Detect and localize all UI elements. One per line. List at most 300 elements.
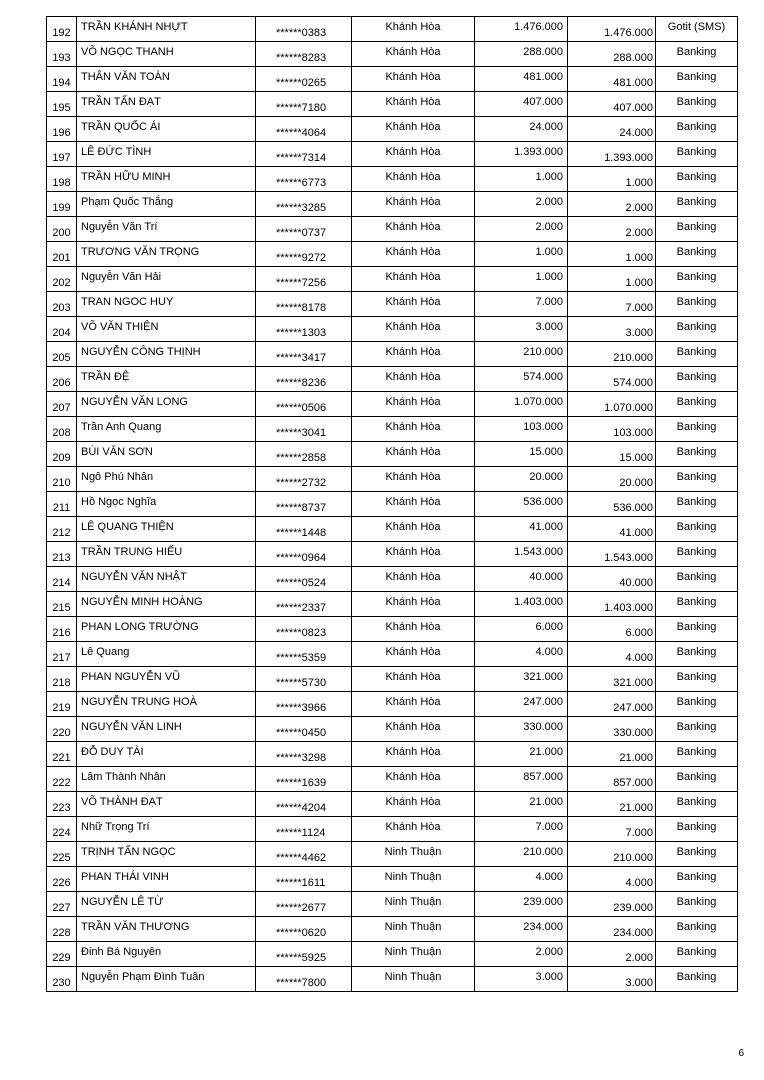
account-number-cell: ******0450 [256, 717, 352, 742]
account-number-cell: ******7800 [256, 967, 352, 992]
amount-cell: 21.000 [475, 792, 568, 817]
donor-name-cell: NGUYỄN VĂN LONG [77, 392, 256, 417]
payment-method-cell: Banking [656, 842, 738, 867]
donor-name-cell: Nguyễn Văn Hải [77, 267, 256, 292]
row-number-cell: 221 [47, 742, 77, 767]
amount-cell: 1.543.000 [475, 542, 568, 567]
page-number: 6 [738, 1048, 744, 1059]
table-row [47, 342, 738, 367]
donor-name-cell: TRỊNH TẤN NGỌC [77, 842, 256, 867]
amount-cell: 20.000 [475, 467, 568, 492]
account-number-cell: ******1611 [256, 867, 352, 892]
amount-cell: 21.000 [475, 742, 568, 767]
row-number-cell: 224 [47, 817, 77, 842]
account-number-cell: ******8737 [256, 492, 352, 517]
province-cell: Khánh Hòa [352, 167, 475, 192]
received-amount-cell: 1.000 [568, 267, 656, 292]
payment-method-cell: Banking [656, 667, 738, 692]
payment-method-cell: Banking [656, 917, 738, 942]
amount-cell: 40.000 [475, 567, 568, 592]
account-number-cell: ******7314 [256, 142, 352, 167]
account-number-cell: ******3417 [256, 342, 352, 367]
received-amount-cell: 330.000 [568, 717, 656, 742]
row-number-cell: 228 [47, 917, 77, 942]
donor-table-body [47, 17, 738, 992]
donor-name-cell: Lê Quang [77, 642, 256, 667]
row-number-cell: 215 [47, 592, 77, 617]
donor-table [46, 16, 738, 992]
account-number-cell: ******4204 [256, 792, 352, 817]
province-cell: Khánh Hòa [352, 367, 475, 392]
province-cell: Khánh Hòa [352, 192, 475, 217]
donor-name-cell: PHAN THÁI VINH [77, 867, 256, 892]
donor-name-cell: NGUYỄN VĂN NHẬT [77, 567, 256, 592]
row-number-cell: 193 [47, 42, 77, 67]
province-cell: Khánh Hòa [352, 67, 475, 92]
amount-cell: 7.000 [475, 817, 568, 842]
donor-name-cell: TRẦN TRUNG HIẾU [77, 542, 256, 567]
payment-method-cell: Banking [656, 492, 738, 517]
table-row [47, 717, 738, 742]
amount-cell: 15.000 [475, 442, 568, 467]
row-number-cell: 195 [47, 92, 77, 117]
row-number-cell: 230 [47, 967, 77, 992]
payment-method-cell: Banking [656, 517, 738, 542]
row-number-cell: 210 [47, 467, 77, 492]
row-number-cell: 202 [47, 267, 77, 292]
received-amount-cell: 857.000 [568, 767, 656, 792]
payment-method-cell: Banking [656, 167, 738, 192]
row-number-cell: 192 [47, 17, 77, 42]
received-amount-cell: 247.000 [568, 692, 656, 717]
table-row [47, 42, 738, 67]
row-number-cell: 203 [47, 292, 77, 317]
payment-method-cell: Banking [656, 767, 738, 792]
table-row [47, 117, 738, 142]
donor-name-cell: NGUYỄN VĂN LINH [77, 717, 256, 742]
amount-cell: 407.000 [475, 92, 568, 117]
account-number-cell: ******8178 [256, 292, 352, 317]
table-row [47, 567, 738, 592]
payment-method-cell: Banking [656, 617, 738, 642]
province-cell: Ninh Thuận [352, 967, 475, 992]
payment-method-cell: Banking [656, 542, 738, 567]
table-row [47, 892, 738, 917]
row-number-cell: 206 [47, 367, 77, 392]
received-amount-cell: 2.000 [568, 192, 656, 217]
account-number-cell: ******7256 [256, 267, 352, 292]
table-row [47, 917, 738, 942]
received-amount-cell: 210.000 [568, 842, 656, 867]
account-number-cell: ******0506 [256, 392, 352, 417]
row-number-cell: 214 [47, 567, 77, 592]
amount-cell: 7.000 [475, 292, 568, 317]
table-row [47, 192, 738, 217]
received-amount-cell: 1.000 [568, 242, 656, 267]
account-number-cell: ******2858 [256, 442, 352, 467]
donor-name-cell: TRAN NGOC HUY [77, 292, 256, 317]
account-number-cell: ******4064 [256, 117, 352, 142]
row-number-cell: 218 [47, 667, 77, 692]
province-cell: Khánh Hòa [352, 417, 475, 442]
row-number-cell: 219 [47, 692, 77, 717]
amount-cell: 4.000 [475, 867, 568, 892]
amount-cell: 574.000 [475, 367, 568, 392]
province-cell: Khánh Hòa [352, 117, 475, 142]
donor-name-cell: Lâm Thành Nhân [77, 767, 256, 792]
province-cell: Khánh Hòa [352, 767, 475, 792]
table-row [47, 392, 738, 417]
province-cell: Khánh Hòa [352, 692, 475, 717]
table-row [47, 417, 738, 442]
payment-method-cell: Banking [656, 467, 738, 492]
table-row [47, 667, 738, 692]
donor-name-cell: Đinh Bá Nguyên [77, 942, 256, 967]
account-number-cell: ******0383 [256, 17, 352, 42]
donor-name-cell: PHAN LONG TRƯỜNG [77, 617, 256, 642]
account-number-cell: ******2677 [256, 892, 352, 917]
province-cell: Khánh Hòa [352, 542, 475, 567]
account-number-cell: ******4462 [256, 842, 352, 867]
donor-name-cell: VÕ NGỌC THANH [77, 42, 256, 67]
donor-name-cell: TRƯƠNG VĂN TRỌNG [77, 242, 256, 267]
province-cell: Khánh Hòa [352, 267, 475, 292]
province-cell: Khánh Hòa [352, 442, 475, 467]
payment-method-cell: Gotit (SMS) [656, 17, 738, 42]
donor-name-cell: BÙI VĂN SƠN [77, 442, 256, 467]
account-number-cell: ******5730 [256, 667, 352, 692]
donor-name-cell: Nhữ Trọng Trí [77, 817, 256, 842]
received-amount-cell: 21.000 [568, 792, 656, 817]
province-cell: Khánh Hòa [352, 142, 475, 167]
province-cell: Khánh Hòa [352, 92, 475, 117]
payment-method-cell: Banking [656, 67, 738, 92]
received-amount-cell: 2.000 [568, 942, 656, 967]
province-cell: Khánh Hòa [352, 392, 475, 417]
amount-cell: 103.000 [475, 417, 568, 442]
row-number-cell: 199 [47, 192, 77, 217]
donor-name-cell: NGUYỄN LÊ TỪ [77, 892, 256, 917]
payment-method-cell: Banking [656, 567, 738, 592]
amount-cell: 1.070.000 [475, 392, 568, 417]
received-amount-cell: 4.000 [568, 867, 656, 892]
row-number-cell: 213 [47, 542, 77, 567]
account-number-cell: ******3966 [256, 692, 352, 717]
payment-method-cell: Banking [656, 92, 738, 117]
row-number-cell: 205 [47, 342, 77, 367]
table-row [47, 942, 738, 967]
payment-method-cell: Banking [656, 342, 738, 367]
received-amount-cell: 1.070.000 [568, 392, 656, 417]
row-number-cell: 194 [47, 67, 77, 92]
donor-name-cell: TRẦN TẤN ĐẠT [77, 92, 256, 117]
payment-method-cell: Banking [656, 442, 738, 467]
amount-cell: 330.000 [475, 717, 568, 742]
received-amount-cell: 481.000 [568, 67, 656, 92]
province-cell: Khánh Hòa [352, 42, 475, 67]
province-cell: Ninh Thuận [352, 942, 475, 967]
payment-method-cell: Banking [656, 817, 738, 842]
row-number-cell: 220 [47, 717, 77, 742]
account-number-cell: ******5359 [256, 642, 352, 667]
table-row [47, 317, 738, 342]
province-cell: Khánh Hòa [352, 317, 475, 342]
province-cell: Khánh Hòa [352, 717, 475, 742]
province-cell: Khánh Hòa [352, 667, 475, 692]
account-number-cell: ******9272 [256, 242, 352, 267]
payment-method-cell: Banking [656, 742, 738, 767]
donor-name-cell: THÂN VĂN TOÀN [77, 67, 256, 92]
account-number-cell: ******0265 [256, 67, 352, 92]
row-number-cell: 217 [47, 642, 77, 667]
payment-method-cell: Banking [656, 967, 738, 992]
account-number-cell: ******3298 [256, 742, 352, 767]
amount-cell: 210.000 [475, 842, 568, 867]
province-cell: Ninh Thuận [352, 917, 475, 942]
province-cell: Khánh Hòa [352, 592, 475, 617]
row-number-cell: 229 [47, 942, 77, 967]
account-number-cell: ******3285 [256, 192, 352, 217]
donor-name-cell: NGUYỄN MINH HOÀNG [77, 592, 256, 617]
province-cell: Khánh Hòa [352, 467, 475, 492]
table-row [47, 742, 738, 767]
donor-name-cell: Phạm Quốc Thắng [77, 192, 256, 217]
donor-name-cell: TRẦN KHÁNH NHỰT [77, 17, 256, 42]
province-cell: Khánh Hòa [352, 242, 475, 267]
received-amount-cell: 103.000 [568, 417, 656, 442]
donor-name-cell: TRẦN ĐỆ [77, 367, 256, 392]
row-number-cell: 207 [47, 392, 77, 417]
province-cell: Khánh Hòa [352, 742, 475, 767]
donor-name-cell: PHAN NGUYỄN VŨ [77, 667, 256, 692]
donor-name-cell: VÕ VĂN THIỆN [77, 317, 256, 342]
payment-method-cell: Banking [656, 317, 738, 342]
table-row [47, 142, 738, 167]
amount-cell: 4.000 [475, 642, 568, 667]
province-cell: Ninh Thuận [352, 842, 475, 867]
province-cell: Khánh Hòa [352, 792, 475, 817]
table-row [47, 367, 738, 392]
province-cell: Khánh Hòa [352, 342, 475, 367]
donor-name-cell: NGUYỄN CÔNG THỊNH [77, 342, 256, 367]
payment-method-cell: Banking [656, 792, 738, 817]
received-amount-cell: 1.403.000 [568, 592, 656, 617]
donor-name-cell: ĐỖ DUY TÀI [77, 742, 256, 767]
province-cell: Khánh Hòa [352, 817, 475, 842]
province-cell: Ninh Thuận [352, 867, 475, 892]
amount-cell: 288.000 [475, 42, 568, 67]
received-amount-cell: 1.476.000 [568, 17, 656, 42]
received-amount-cell: 321.000 [568, 667, 656, 692]
received-amount-cell: 3.000 [568, 317, 656, 342]
amount-cell: 24.000 [475, 117, 568, 142]
payment-method-cell: Banking [656, 717, 738, 742]
account-number-cell: ******0823 [256, 617, 352, 642]
table-row [47, 467, 738, 492]
row-number-cell: 198 [47, 167, 77, 192]
donor-name-cell: TRẦN VĂN THƯƠNG [77, 917, 256, 942]
amount-cell: 1.476.000 [475, 17, 568, 42]
province-cell: Khánh Hòa [352, 517, 475, 542]
province-cell: Khánh Hòa [352, 642, 475, 667]
table-row [47, 217, 738, 242]
account-number-cell: ******5925 [256, 942, 352, 967]
row-number-cell: 216 [47, 617, 77, 642]
donor-name-cell: VÕ THÀNH ĐẠT [77, 792, 256, 817]
amount-cell: 481.000 [475, 67, 568, 92]
table-row [47, 292, 738, 317]
received-amount-cell: 7.000 [568, 817, 656, 842]
amount-cell: 857.000 [475, 767, 568, 792]
received-amount-cell: 15.000 [568, 442, 656, 467]
amount-cell: 239.000 [475, 892, 568, 917]
payment-method-cell: Banking [656, 292, 738, 317]
received-amount-cell: 40.000 [568, 567, 656, 592]
amount-cell: 247.000 [475, 692, 568, 717]
table-row [47, 642, 738, 667]
table-row [47, 867, 738, 892]
province-cell: Khánh Hòa [352, 17, 475, 42]
received-amount-cell: 574.000 [568, 367, 656, 392]
account-number-cell: ******0524 [256, 567, 352, 592]
received-amount-cell: 1.543.000 [568, 542, 656, 567]
amount-cell: 41.000 [475, 517, 568, 542]
table-row [47, 817, 738, 842]
donor-name-cell: Nguyễn Văn Trí [77, 217, 256, 242]
table-row [47, 492, 738, 517]
row-number-cell: 211 [47, 492, 77, 517]
account-number-cell: ******8236 [256, 367, 352, 392]
table-row [47, 17, 738, 42]
payment-method-cell: Banking [656, 117, 738, 142]
amount-cell: 2.000 [475, 192, 568, 217]
table-row [47, 842, 738, 867]
received-amount-cell: 3.000 [568, 967, 656, 992]
province-cell: Khánh Hòa [352, 292, 475, 317]
payment-method-cell: Banking [656, 142, 738, 167]
payment-method-cell: Banking [656, 417, 738, 442]
row-number-cell: 227 [47, 892, 77, 917]
received-amount-cell: 234.000 [568, 917, 656, 942]
table-row [47, 592, 738, 617]
row-number-cell: 212 [47, 517, 77, 542]
payment-method-cell: Banking [656, 942, 738, 967]
payment-method-cell: Banking [656, 367, 738, 392]
row-number-cell: 201 [47, 242, 77, 267]
table-row [47, 442, 738, 467]
table-row [47, 167, 738, 192]
province-cell: Ninh Thuận [352, 892, 475, 917]
row-number-cell: 200 [47, 217, 77, 242]
row-number-cell: 225 [47, 842, 77, 867]
donor-name-cell: TRẦN HỮU MINH [77, 167, 256, 192]
account-number-cell: ******7180 [256, 92, 352, 117]
row-number-cell: 222 [47, 767, 77, 792]
donor-name-cell: Ngô Phú Nhân [77, 467, 256, 492]
amount-cell: 1.000 [475, 167, 568, 192]
province-cell: Khánh Hòa [352, 617, 475, 642]
amount-cell: 321.000 [475, 667, 568, 692]
amount-cell: 210.000 [475, 342, 568, 367]
received-amount-cell: 7.000 [568, 292, 656, 317]
province-cell: Khánh Hòa [352, 217, 475, 242]
payment-method-cell: Banking [656, 867, 738, 892]
row-number-cell: 204 [47, 317, 77, 342]
amount-cell: 1.000 [475, 242, 568, 267]
table-row [47, 242, 738, 267]
account-number-cell: ******1448 [256, 517, 352, 542]
payment-method-cell: Banking [656, 217, 738, 242]
account-number-cell: ******2732 [256, 467, 352, 492]
payment-method-cell: Banking [656, 392, 738, 417]
received-amount-cell: 1.000 [568, 167, 656, 192]
payment-method-cell: Banking [656, 242, 738, 267]
donor-name-cell: LÊ ĐỨC TÌNH [77, 142, 256, 167]
received-amount-cell: 21.000 [568, 742, 656, 767]
received-amount-cell: 24.000 [568, 117, 656, 142]
amount-cell: 6.000 [475, 617, 568, 642]
received-amount-cell: 20.000 [568, 467, 656, 492]
table-row [47, 967, 738, 992]
row-number-cell: 209 [47, 442, 77, 467]
table-row [47, 692, 738, 717]
table-row [47, 792, 738, 817]
table-row [47, 267, 738, 292]
received-amount-cell: 536.000 [568, 492, 656, 517]
row-number-cell: 223 [47, 792, 77, 817]
received-amount-cell: 1.393.000 [568, 142, 656, 167]
table-row [47, 517, 738, 542]
donor-name-cell: TRẦN QUỐC ÁI [77, 117, 256, 142]
payment-method-cell: Banking [656, 42, 738, 67]
payment-method-cell: Banking [656, 692, 738, 717]
amount-cell: 3.000 [475, 317, 568, 342]
amount-cell: 2.000 [475, 217, 568, 242]
amount-cell: 1.000 [475, 267, 568, 292]
amount-cell: 234.000 [475, 917, 568, 942]
payment-method-cell: Banking [656, 642, 738, 667]
received-amount-cell: 2.000 [568, 217, 656, 242]
account-number-cell: ******0620 [256, 917, 352, 942]
payment-method-cell: Banking [656, 592, 738, 617]
received-amount-cell: 239.000 [568, 892, 656, 917]
row-number-cell: 208 [47, 417, 77, 442]
received-amount-cell: 288.000 [568, 42, 656, 67]
payment-method-cell: Banking [656, 192, 738, 217]
province-cell: Khánh Hòa [352, 492, 475, 517]
table-row [47, 67, 738, 92]
row-number-cell: 196 [47, 117, 77, 142]
received-amount-cell: 41.000 [568, 517, 656, 542]
received-amount-cell: 407.000 [568, 92, 656, 117]
payment-method-cell: Banking [656, 892, 738, 917]
province-cell: Khánh Hòa [352, 567, 475, 592]
received-amount-cell: 210.000 [568, 342, 656, 367]
table-row [47, 542, 738, 567]
row-number-cell: 226 [47, 867, 77, 892]
account-number-cell: ******8283 [256, 42, 352, 67]
account-number-cell: ******1303 [256, 317, 352, 342]
payment-method-cell: Banking [656, 267, 738, 292]
donor-name-cell: Nguyễn Phạm Đình Tuân [77, 967, 256, 992]
row-number-cell: 197 [47, 142, 77, 167]
table-row [47, 92, 738, 117]
account-number-cell: ******1639 [256, 767, 352, 792]
account-number-cell: ******3041 [256, 417, 352, 442]
amount-cell: 2.000 [475, 942, 568, 967]
amount-cell: 3.000 [475, 967, 568, 992]
account-number-cell: ******2337 [256, 592, 352, 617]
